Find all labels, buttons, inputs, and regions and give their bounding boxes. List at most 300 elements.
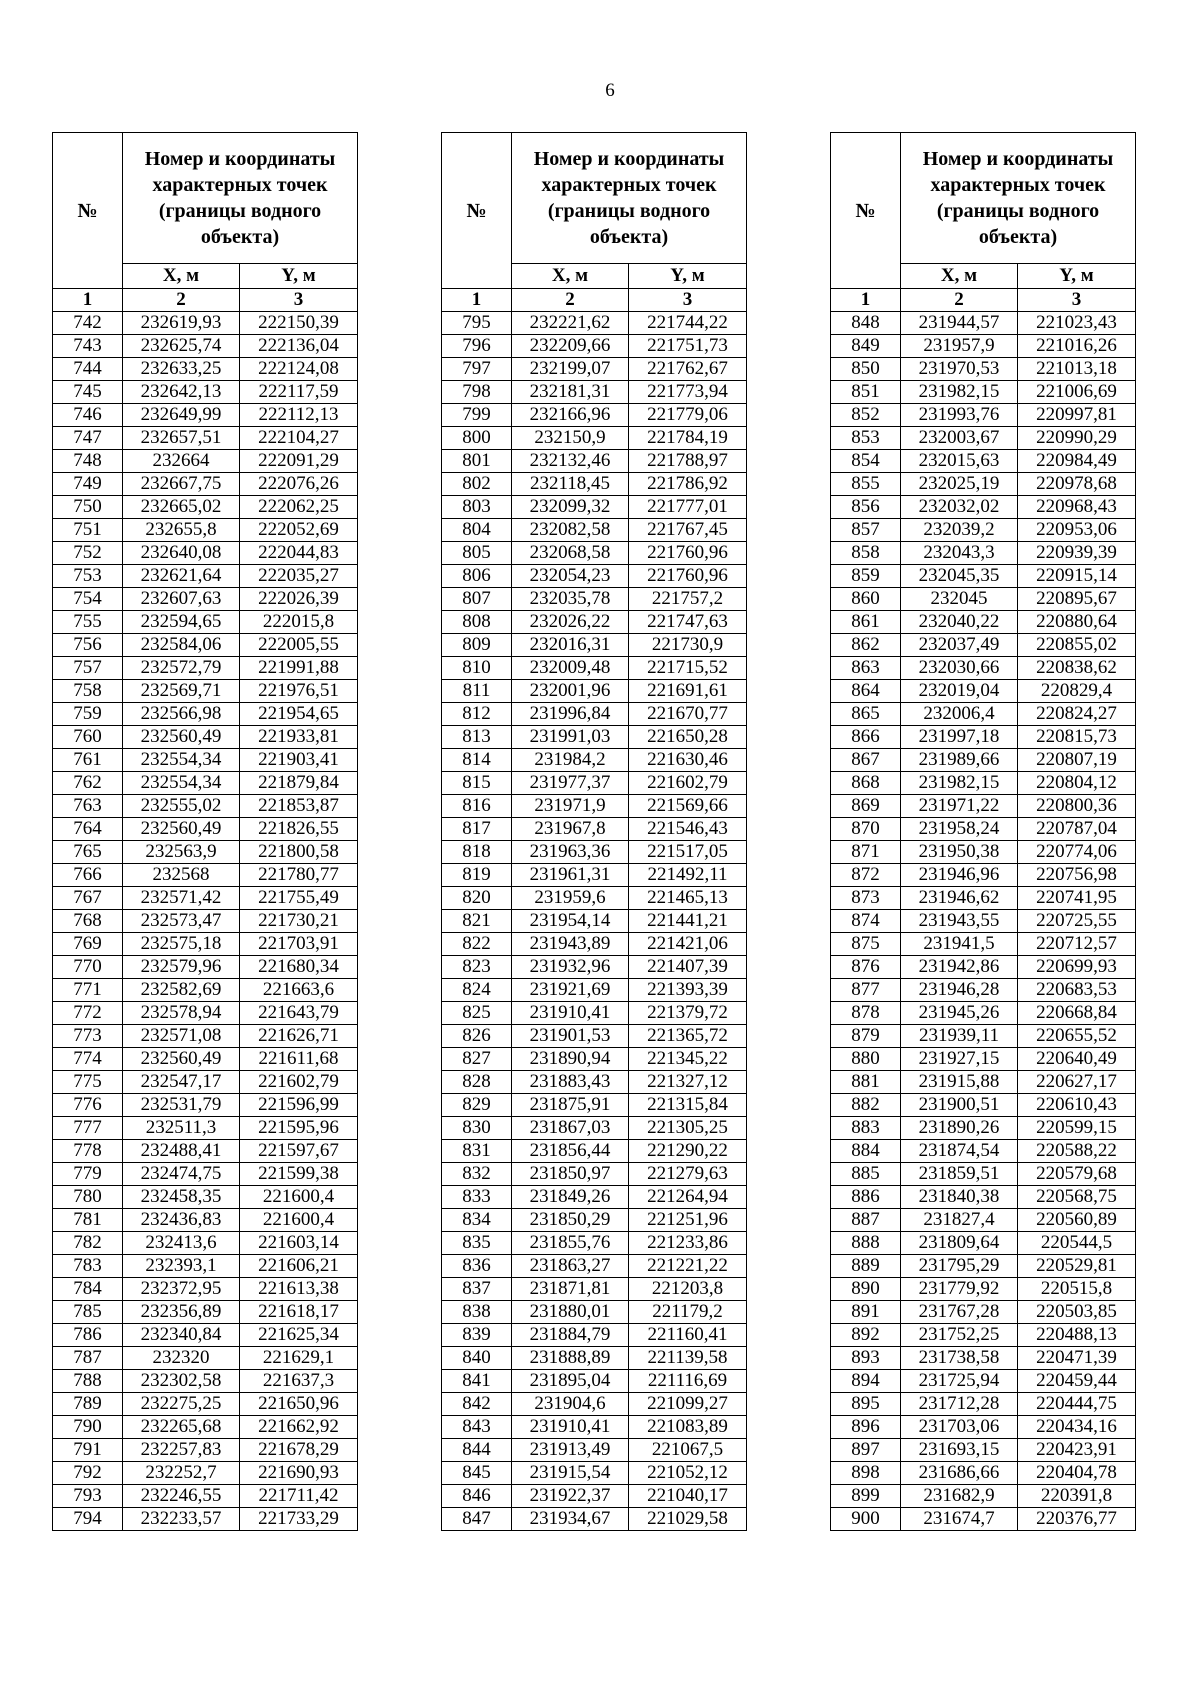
x-coordinate: 231795,29 (901, 1255, 1018, 1278)
y-coordinate: 221040,17 (629, 1485, 747, 1508)
x-coordinate: 231984,2 (512, 749, 629, 772)
table-row (442, 979, 747, 1002)
y-coordinate: 221393,39 (629, 979, 747, 1002)
x-coordinate: 231957,9 (901, 335, 1018, 358)
x-coordinate: 232039,2 (901, 519, 1018, 542)
x-coordinate: 231890,26 (901, 1117, 1018, 1140)
y-coordinate: 221800,58 (240, 841, 358, 864)
y-coordinate: 222124,08 (240, 358, 358, 381)
x-coordinate: 231977,37 (512, 772, 629, 795)
point-number: 785 (53, 1301, 123, 1324)
table-row (442, 1025, 747, 1048)
x-coordinate: 232150,9 (512, 427, 629, 450)
point-number: 750 (53, 496, 123, 519)
y-coordinate: 222052,69 (240, 519, 358, 542)
y-coordinate: 220488,13 (1018, 1324, 1136, 1347)
point-number: 783 (53, 1255, 123, 1278)
point-number: 829 (442, 1094, 512, 1117)
page-number: 6 (605, 80, 615, 101)
y-coordinate: 221751,73 (629, 335, 747, 358)
table-row (53, 887, 358, 910)
point-number: 877 (831, 979, 901, 1002)
y-coordinate: 221421,06 (629, 933, 747, 956)
table-row (831, 519, 1136, 542)
table-row (442, 1071, 747, 1094)
y-coordinate: 221279,63 (629, 1163, 747, 1186)
y-coordinate: 221546,43 (629, 818, 747, 841)
x-coordinate: 232563,9 (123, 841, 240, 864)
x-coordinate: 232030,66 (901, 657, 1018, 680)
table-row (442, 703, 747, 726)
table-row (442, 358, 747, 381)
x-coordinate: 232642,13 (123, 381, 240, 404)
point-number: 780 (53, 1186, 123, 1209)
table-row (831, 772, 1136, 795)
point-number: 818 (442, 841, 512, 864)
x-coordinate: 232560,49 (123, 726, 240, 749)
table-row (831, 864, 1136, 887)
table-row (53, 956, 358, 979)
point-number: 776 (53, 1094, 123, 1117)
x-coordinate: 232001,96 (512, 680, 629, 703)
table-row (831, 1347, 1136, 1370)
table-row (442, 381, 747, 404)
table-row (831, 1071, 1136, 1094)
y-coordinate: 221602,79 (240, 1071, 358, 1094)
point-number: 862 (831, 634, 901, 657)
table-row (442, 565, 747, 588)
table-row (831, 1025, 1136, 1048)
x-coordinate: 231991,03 (512, 726, 629, 749)
point-number: 794 (53, 1508, 123, 1531)
x-coordinate: 231942,86 (901, 956, 1018, 979)
point-number: 803 (442, 496, 512, 519)
table-row (53, 358, 358, 381)
y-coordinate: 221879,84 (240, 772, 358, 795)
y-coordinate: 221492,11 (629, 864, 747, 887)
x-coordinate: 231915,88 (901, 1071, 1018, 1094)
table-row (53, 496, 358, 519)
y-coordinate: 222044,83 (240, 542, 358, 565)
point-number: 774 (53, 1048, 123, 1071)
point-number: 806 (442, 565, 512, 588)
point-number: 756 (53, 634, 123, 657)
y-coordinate: 220953,06 (1018, 519, 1136, 542)
table-row (442, 404, 747, 427)
y-coordinate: 220391,8 (1018, 1485, 1136, 1508)
y-coordinate: 221747,63 (629, 611, 747, 634)
x-coordinate: 232003,67 (901, 427, 1018, 450)
x-coordinate: 231970,53 (901, 358, 1018, 381)
table-row (442, 1278, 747, 1301)
point-number: 839 (442, 1324, 512, 1347)
table-row (831, 841, 1136, 864)
table-row (53, 312, 358, 335)
table-row (442, 1094, 747, 1117)
y-coordinate: 222117,59 (240, 381, 358, 404)
y-coordinate: 220640,49 (1018, 1048, 1136, 1071)
y-coordinate: 221016,26 (1018, 335, 1136, 358)
y-coordinate: 221703,91 (240, 933, 358, 956)
table-row (53, 680, 358, 703)
y-coordinate: 220774,06 (1018, 841, 1136, 864)
table-row (831, 1186, 1136, 1209)
y-coordinate: 220599,15 (1018, 1117, 1136, 1140)
x-coordinate: 231863,27 (512, 1255, 629, 1278)
x-coordinate: 232474,75 (123, 1163, 240, 1186)
y-coordinate: 221606,21 (240, 1255, 358, 1278)
x-coordinate: 231867,03 (512, 1117, 629, 1140)
y-coordinate: 221650,28 (629, 726, 747, 749)
y-coordinate: 220568,75 (1018, 1186, 1136, 1209)
point-number: 848 (831, 312, 901, 335)
point-number: 859 (831, 565, 901, 588)
coordinates-table-1 (52, 132, 358, 1531)
point-number: 819 (442, 864, 512, 887)
table-row (53, 772, 358, 795)
x-coordinate: 231971,9 (512, 795, 629, 818)
point-number: 782 (53, 1232, 123, 1255)
y-coordinate: 221733,29 (240, 1508, 358, 1531)
x-coordinate: 231686,66 (901, 1462, 1018, 1485)
table-row (53, 473, 358, 496)
y-coordinate: 221933,81 (240, 726, 358, 749)
table-row (442, 542, 747, 565)
table-row (831, 1439, 1136, 1462)
table-row (53, 795, 358, 818)
point-number: 768 (53, 910, 123, 933)
table-row (831, 680, 1136, 703)
table-row (53, 1140, 358, 1163)
y-coordinate: 222150,39 (240, 312, 358, 335)
y-coordinate: 221680,34 (240, 956, 358, 979)
x-coordinate: 231738,58 (901, 1347, 1018, 1370)
table-row (53, 1094, 358, 1117)
y-coordinate: 221784,19 (629, 427, 747, 450)
y-coordinate: 221630,46 (629, 749, 747, 772)
x-coordinate: 232037,49 (901, 634, 1018, 657)
x-coordinate: 231934,67 (512, 1508, 629, 1531)
point-number: 811 (442, 680, 512, 703)
table-row (831, 381, 1136, 404)
point-number: 787 (53, 1347, 123, 1370)
y-coordinate: 220423,91 (1018, 1439, 1136, 1462)
table-row (831, 1255, 1136, 1278)
y-coordinate: 221762,67 (629, 358, 747, 381)
point-number: 876 (831, 956, 901, 979)
table-row (442, 1255, 747, 1278)
point-number: 796 (442, 335, 512, 358)
y-coordinate: 220459,44 (1018, 1370, 1136, 1393)
point-number: 854 (831, 450, 901, 473)
x-coordinate: 231849,26 (512, 1186, 629, 1209)
point-number: 883 (831, 1117, 901, 1140)
x-coordinate: 232554,34 (123, 772, 240, 795)
x-coordinate: 232584,06 (123, 634, 240, 657)
point-number: 853 (831, 427, 901, 450)
x-coordinate: 231959,6 (512, 887, 629, 910)
y-coordinate: 220668,84 (1018, 1002, 1136, 1025)
y-coordinate: 222076,26 (240, 473, 358, 496)
y-coordinate: 221662,92 (240, 1416, 358, 1439)
x-coordinate: 231883,43 (512, 1071, 629, 1094)
table-row (442, 1462, 747, 1485)
column-number-2: 2 (123, 289, 240, 312)
x-coordinate: 232458,35 (123, 1186, 240, 1209)
table-row (831, 1462, 1136, 1485)
table-row (53, 404, 358, 427)
point-number: 758 (53, 680, 123, 703)
column-number-3: 3 (629, 289, 747, 312)
x-coordinate: 232607,63 (123, 588, 240, 611)
table-row (53, 864, 358, 887)
y-coordinate: 222104,27 (240, 427, 358, 450)
point-number: 754 (53, 588, 123, 611)
x-coordinate: 231850,97 (512, 1163, 629, 1186)
x-coordinate: 231982,15 (901, 381, 1018, 404)
x-coordinate: 231725,94 (901, 1370, 1018, 1393)
table-row (53, 1255, 358, 1278)
table-row (442, 427, 747, 450)
y-coordinate: 221903,41 (240, 749, 358, 772)
y-coordinate: 220815,73 (1018, 726, 1136, 749)
point-number: 837 (442, 1278, 512, 1301)
y-coordinate: 222112,13 (240, 404, 358, 427)
y-coordinate: 220699,93 (1018, 956, 1136, 979)
y-coordinate: 220588,22 (1018, 1140, 1136, 1163)
point-number: 892 (831, 1324, 901, 1347)
y-coordinate: 221611,68 (240, 1048, 358, 1071)
table-row (442, 1232, 747, 1255)
x-coordinate: 232667,75 (123, 473, 240, 496)
table-row (53, 1462, 358, 1485)
point-number: 766 (53, 864, 123, 887)
table-row (831, 1416, 1136, 1439)
x-coordinate: 231856,44 (512, 1140, 629, 1163)
point-number: 827 (442, 1048, 512, 1071)
y-coordinate: 221139,58 (629, 1347, 747, 1370)
table-row (53, 1163, 358, 1186)
x-coordinate: 232665,02 (123, 496, 240, 519)
table-row (53, 335, 358, 358)
point-number: 861 (831, 611, 901, 634)
header-y: Y, м (629, 264, 747, 289)
table-row (442, 956, 747, 979)
point-number: 847 (442, 1508, 512, 1531)
y-coordinate: 220434,16 (1018, 1416, 1136, 1439)
x-coordinate: 232488,41 (123, 1140, 240, 1163)
table-row (53, 1508, 358, 1531)
point-number: 882 (831, 1094, 901, 1117)
y-coordinate: 220787,04 (1018, 818, 1136, 841)
x-coordinate: 232233,57 (123, 1508, 240, 1531)
x-coordinate: 231874,54 (901, 1140, 1018, 1163)
point-number: 751 (53, 519, 123, 542)
y-coordinate: 221613,38 (240, 1278, 358, 1301)
table-row (831, 542, 1136, 565)
y-coordinate: 220829,4 (1018, 680, 1136, 703)
table-row (442, 1393, 747, 1416)
point-number: 790 (53, 1416, 123, 1439)
x-coordinate: 232040,22 (901, 611, 1018, 634)
x-coordinate: 232569,71 (123, 680, 240, 703)
x-coordinate: 231703,06 (901, 1416, 1018, 1439)
x-coordinate: 231827,4 (901, 1209, 1018, 1232)
x-coordinate: 231927,15 (901, 1048, 1018, 1071)
table-row (53, 1025, 358, 1048)
y-coordinate: 220984,49 (1018, 450, 1136, 473)
header-description: Номер и координаты характерных точек (границы водного объекта) (123, 133, 358, 264)
point-number: 762 (53, 772, 123, 795)
table-row (831, 1002, 1136, 1025)
table-row (442, 450, 747, 473)
point-number: 748 (53, 450, 123, 473)
y-coordinate: 221773,94 (629, 381, 747, 404)
y-coordinate: 221264,94 (629, 1186, 747, 1209)
y-coordinate: 221976,51 (240, 680, 358, 703)
table-row (53, 1370, 358, 1393)
table-row (442, 1140, 747, 1163)
table-row (53, 588, 358, 611)
point-number: 804 (442, 519, 512, 542)
point-number: 865 (831, 703, 901, 726)
column-number-2: 2 (512, 289, 629, 312)
table-row (442, 335, 747, 358)
table-row (53, 979, 358, 1002)
y-coordinate: 221327,12 (629, 1071, 747, 1094)
point-number: 800 (442, 427, 512, 450)
header-description: Номер и координаты характерных точек (границы водного объекта) (512, 133, 747, 264)
header-y: Y, м (240, 264, 358, 289)
point-number: 822 (442, 933, 512, 956)
point-number: 779 (53, 1163, 123, 1186)
table-row (442, 680, 747, 703)
point-number: 835 (442, 1232, 512, 1255)
table-row (53, 726, 358, 749)
point-number: 746 (53, 404, 123, 427)
point-number: 840 (442, 1347, 512, 1370)
header-description: Номер и координаты характерных точек (границы водного объекта) (901, 133, 1136, 264)
x-coordinate: 231932,96 (512, 956, 629, 979)
table-row (442, 1048, 747, 1071)
point-number: 850 (831, 358, 901, 381)
y-coordinate: 222091,29 (240, 450, 358, 473)
table-row (831, 1370, 1136, 1393)
y-coordinate: 221853,87 (240, 795, 358, 818)
point-number: 868 (831, 772, 901, 795)
y-coordinate: 220741,95 (1018, 887, 1136, 910)
point-number: 742 (53, 312, 123, 335)
y-coordinate: 221006,69 (1018, 381, 1136, 404)
x-coordinate: 232571,08 (123, 1025, 240, 1048)
y-coordinate: 221203,8 (629, 1278, 747, 1301)
point-number: 842 (442, 1393, 512, 1416)
point-number: 863 (831, 657, 901, 680)
table-row (831, 588, 1136, 611)
table-row (53, 1186, 358, 1209)
point-number: 760 (53, 726, 123, 749)
table-row (53, 381, 358, 404)
table-row (831, 1117, 1136, 1140)
table-row (53, 1324, 358, 1347)
y-coordinate: 221691,61 (629, 680, 747, 703)
y-coordinate: 220800,36 (1018, 795, 1136, 818)
point-number: 802 (442, 473, 512, 496)
x-coordinate: 231884,79 (512, 1324, 629, 1347)
x-coordinate: 231954,14 (512, 910, 629, 933)
table-row (442, 1324, 747, 1347)
point-number: 770 (53, 956, 123, 979)
header-y: Y, м (1018, 264, 1136, 289)
y-coordinate: 221777,01 (629, 496, 747, 519)
point-number: 771 (53, 979, 123, 1002)
point-number: 844 (442, 1439, 512, 1462)
point-number: 845 (442, 1462, 512, 1485)
table-row (831, 335, 1136, 358)
table-row (831, 1278, 1136, 1301)
point-number: 851 (831, 381, 901, 404)
point-number: 899 (831, 1485, 901, 1508)
header-number: № (831, 133, 901, 289)
point-number: 769 (53, 933, 123, 956)
point-number: 781 (53, 1209, 123, 1232)
x-coordinate: 232619,93 (123, 312, 240, 335)
x-coordinate: 232579,96 (123, 956, 240, 979)
table-row (53, 611, 358, 634)
point-number: 815 (442, 772, 512, 795)
x-coordinate: 232547,17 (123, 1071, 240, 1094)
table-row (53, 542, 358, 565)
x-coordinate: 232199,07 (512, 358, 629, 381)
table-row (442, 795, 747, 818)
y-coordinate: 221067,5 (629, 1439, 747, 1462)
y-coordinate: 222005,55 (240, 634, 358, 657)
x-coordinate: 232625,74 (123, 335, 240, 358)
point-number: 745 (53, 381, 123, 404)
y-coordinate: 222062,25 (240, 496, 358, 519)
table-row (831, 979, 1136, 1002)
y-coordinate: 221786,92 (629, 473, 747, 496)
point-number: 857 (831, 519, 901, 542)
x-coordinate: 231989,66 (901, 749, 1018, 772)
x-coordinate: 231840,38 (901, 1186, 1018, 1209)
point-number: 764 (53, 818, 123, 841)
point-number: 824 (442, 979, 512, 1002)
point-number: 866 (831, 726, 901, 749)
y-coordinate: 220807,19 (1018, 749, 1136, 772)
y-coordinate: 221251,96 (629, 1209, 747, 1232)
table-row (442, 1117, 747, 1140)
y-coordinate: 221730,21 (240, 910, 358, 933)
table-row (53, 1301, 358, 1324)
x-coordinate: 231712,28 (901, 1393, 1018, 1416)
point-number: 765 (53, 841, 123, 864)
y-coordinate: 221013,18 (1018, 358, 1136, 381)
x-coordinate: 231941,5 (901, 933, 1018, 956)
x-coordinate: 231946,96 (901, 864, 1018, 887)
point-number: 777 (53, 1117, 123, 1140)
x-coordinate: 232265,68 (123, 1416, 240, 1439)
y-coordinate: 221626,71 (240, 1025, 358, 1048)
point-number: 808 (442, 611, 512, 634)
table-row (53, 841, 358, 864)
x-coordinate: 231963,36 (512, 841, 629, 864)
table-row (53, 1278, 358, 1301)
point-number: 791 (53, 1439, 123, 1462)
x-coordinate: 231944,57 (901, 312, 1018, 335)
x-coordinate: 232640,08 (123, 542, 240, 565)
x-coordinate: 232554,34 (123, 749, 240, 772)
